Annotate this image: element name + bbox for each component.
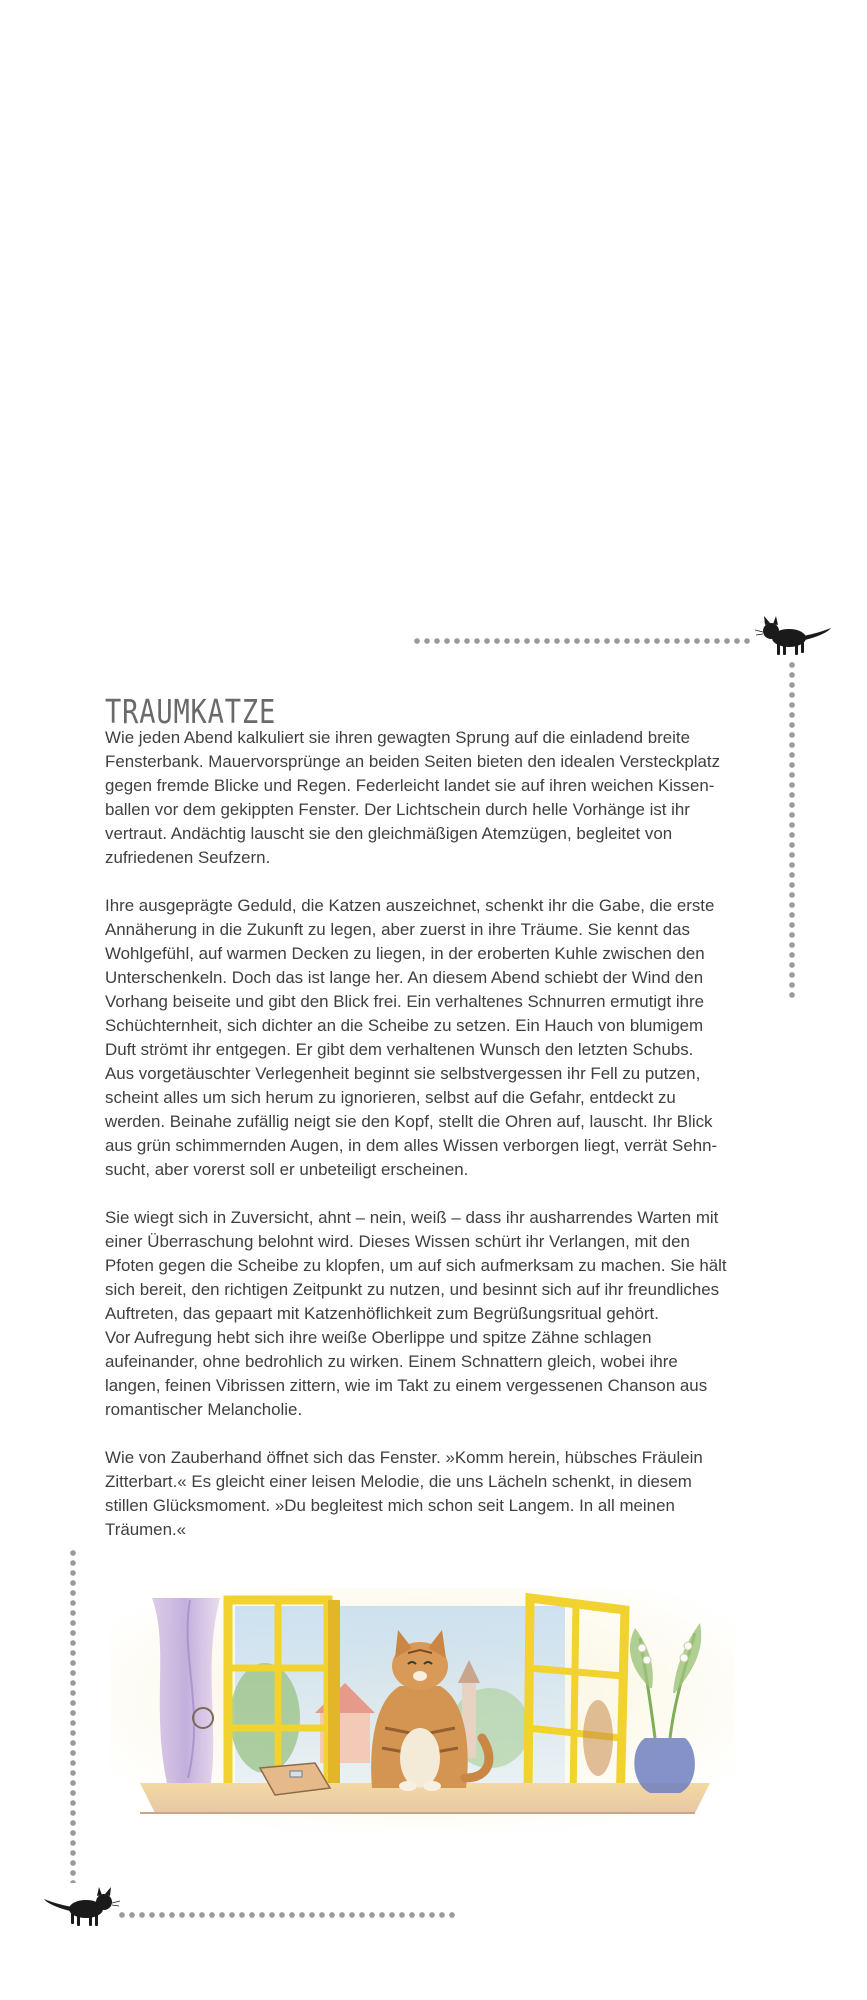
story-title: TRAUMKATZE (105, 692, 277, 732)
bottom-dotted-line (117, 1912, 457, 1918)
paragraph-3: Sie wiegt sich in Zuversicht, ahnt – nein, weiß – dass ihr ausharrendes Warten mit einer Überraschung belohnt wird. Dieses Wissen schürt ihr Verlangen, mit den Pfoten gegen die Scheibe zu klopfen, um auf sich aufmerksam zu machen. Sie hält sich bereit, den richtigen Zeitpunkt zu nutzen, und besinnt sich auf ihr freundliches Auftreten, das gepaart mit Katzenhöflichkeit zum Begrüßungsritual gehört. Vor Aufregung hebt sich ihre weiße Oberlippe und spitze Zähne schlagen aufeinander, ohne bedrohlich zu wirken. Einem Schnattern gleich, wobei ihre langen, feinen Vibrissen zittern, wie im Takt zu einem vergessenen Chanson aus romantischer Melancholie. (105, 1208, 727, 1419)
bottom-cat-silhouette-icon (40, 1883, 120, 1933)
cat-at-window-illustration (110, 1588, 735, 1833)
right-dotted-line (789, 660, 795, 1000)
left-dotted-line (70, 1548, 76, 1883)
story-text (105, 726, 745, 1566)
top-cat-silhouette-icon (755, 612, 835, 662)
paragraph-1: Wie jeden Abend kalkuliert sie ihren gewagten Sprung auf die einladend breite Fensterbank. Mauervorsprünge an beiden Seiten bieten den idealen Versteckplatz gegen fremde Blicke und Regen. Federleicht landet sie auf ihren weichen Kissen- ballen vor dem gekippten Fenster. Der Lichtschein durch helle Vorhänge ist ihr vertraut. Andächtig lauscht sie den gleichmäßigen Atemzügen, begleitet von zufriedenen Seufzern. (105, 728, 721, 867)
top-dotted-line (412, 638, 752, 644)
paragraph-4: Wie von Zauberhand öffnet sich das Fenster. »Komm herein, hübsches Fräulein Zitterbart.« Es gleicht einer leisen Melodie, die uns Lächeln schenkt, in diesem stillen Glücksmoment. »Du begleitest mich schon seit Langem. In all meinen Träumen.« (105, 1448, 703, 1539)
paragraph-2: Ihre ausgeprägte Geduld, die Katzen auszeichnet, schenkt ihr die Gabe, die erste Annäherung in die Zukunft zu legen, aber zuerst in ihre Träume. Sie kennt das Wohlgefühl, auf warmen Decken zu liegen, in der eroberten Kuhle zwischen den Unterschenkeln. Doch das ist lange her. An diesem Abend schiebt der Wind den Vorhang beiseite und gibt den Blick frei. Ein verhaltenes Schnurren ermutigt ihre Schüchternheit, sich dichter an die Scheibe zu setzen. Ein Hauch von blumigem Duft strömt ihr entgegen. Er gibt dem verhaltenen Wunsch den letzten Schubs. Aus vorgetäuschter Verlegenheit beginnt sie selbstvergessen ihr Fell zu putzen, scheint alles um sich herum zu ignorieren, selbst auf die Gefahr, entdeckt zu werden. Beinahe zufällig neigt sie den Kopf, stellt die Ohren auf, lauscht. Ihr Blick aus grün schimmernden Augen, in dem alles Wissen verborgen liegt, verrät Sehn- sucht, aber vorerst soll er unbeteiligt erscheinen. (105, 896, 718, 1179)
